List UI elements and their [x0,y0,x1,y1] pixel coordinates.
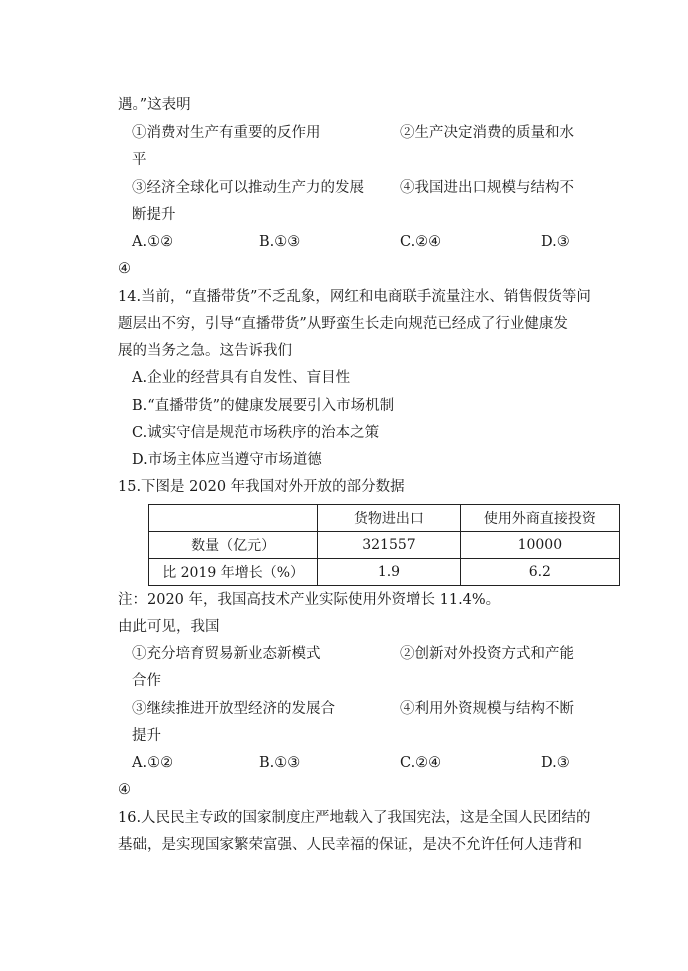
q13-option-1: ①消费对生产有重要的反作用 [132,125,321,141]
q15-choice-d: D.③ [541,755,570,771]
q13-option-4-wrap: 断提升 [132,207,176,223]
q13-choice-b: B.①③ [259,234,301,250]
table-row [149,559,620,586]
table-cell: 6.2 [460,559,619,586]
q13-option-4: ④我国进出口规模与结构不 [400,180,574,196]
q14-option-a: A.企业的经营具有自发性、盲目性 [132,370,351,386]
q15-stem: 15.下图是 2020 年我国对外开放的部分数据 [118,479,405,495]
q13-option-3: ③经济全球化可以推动生产力的发展 [132,180,364,196]
q13-choice-d: D.③ [541,234,570,250]
q15-option-2: ②创新对外投资方式和产能 [400,646,574,662]
q15-note: 注：2020 年，我国高技术产业实际使用外资增长 11.4%。 [118,592,501,608]
q16-stem-line-2: 基础，是实现国家繁荣富强、人民幸福的保证，是决不允许任何人违背和 [118,837,582,853]
q14-option-d: D.市场主体应当遵守市场道德 [132,452,322,468]
table-cell: 10000 [460,532,619,559]
data-table [148,504,620,586]
q15-option-3: ③继续推进开放型经济的发展合 [132,701,335,717]
table-cell: 321557 [318,532,460,559]
table-row [149,532,620,559]
table-header-cell [149,505,318,532]
q13-stem-tail: 遇。”这表明 [118,97,191,113]
q13-choice-d-wrap: ④ [118,261,131,277]
table-header-cell: 使用外商直接投资 [460,505,619,532]
table-header-row [149,505,620,532]
q14-stem-line-1: 14.当前，“直播带货”不乏乱象，网红和电商联手流量注水、销售假货等问 [118,289,591,305]
q15-choice-b: B.①③ [259,755,301,771]
table-header-cell: 货物进出口 [318,505,460,532]
table-cell: 数量（亿元） [149,532,318,559]
q15-choice-d-wrap: ④ [118,782,131,798]
q14-stem-line-3: 展的当务之急。这告诉我们 [118,343,292,359]
q16-stem-line-1: 16.人民民主专政的国家制度庄严地载入了我国宪法，这是全国人民团结的 [118,810,591,826]
q15-choice-c: C.②④ [400,755,442,771]
q13-choice-a: A.①② [132,234,174,250]
q13-option-2: ②生产决定消费的质量和水 [400,125,574,141]
q15-option-2-wrap: 合作 [132,673,161,689]
q14-option-b: B.“直播带货”的健康发展要引入市场机制 [132,398,395,414]
q15-lead: 由此可见，我国 [118,619,220,635]
q15-option-4-wrap: 提升 [132,728,161,744]
q15-option-1: ①充分培育贸易新业态新模式 [132,646,321,662]
q14-stem-line-2: 题层出不穷，引导“直播带货”从野蛮生长走向规范已经成了行业健康发 [118,316,568,332]
q15-option-4: ④利用外资规模与结构不断 [400,701,574,717]
q14-option-c: C.诚实守信是规范市场秩序的治本之策 [132,425,380,441]
table-cell: 1.9 [318,559,460,586]
q13-choice-c: C.②④ [400,234,442,250]
q13-option-2-wrap: 平 [132,152,147,168]
table-cell: 比 2019 年增长（%） [149,559,318,586]
q15-choice-a: A.①② [132,755,174,771]
